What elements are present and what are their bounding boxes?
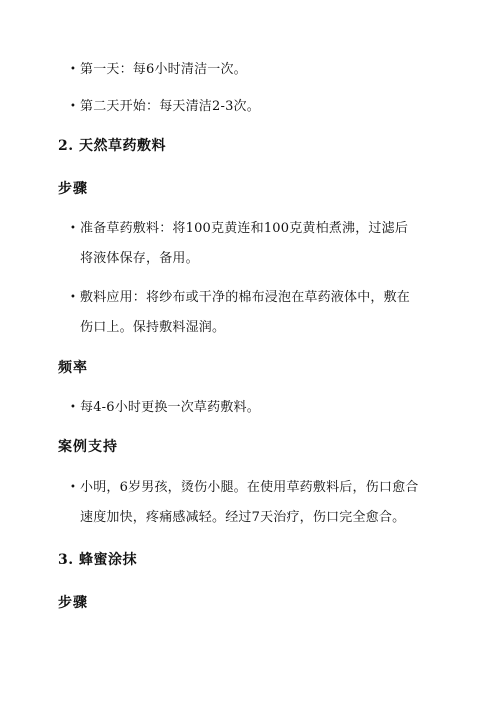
bullet-icon: • <box>70 64 77 75</box>
list-item-text: 小明，6岁男孩，烫伤小腿。在使用草药敷料后，伤口愈合速度加快，疼痛感减轻。经过7天治疗，伤口完全愈合。 <box>80 480 419 525</box>
bullet-icon: • <box>70 402 77 413</box>
list-item-text: 第二天开始：每天清洁2-3次。 <box>80 99 260 114</box>
list-item <box>70 393 420 423</box>
list-item <box>70 92 420 122</box>
list-item <box>70 214 420 274</box>
list-item <box>70 55 420 85</box>
subsection-heading: 步骤 <box>58 595 88 611</box>
section-heading: 2. 天然草药敷料 <box>58 138 166 154</box>
bullet-icon: • <box>70 101 77 112</box>
subsection-heading: 步骤 <box>58 181 88 197</box>
subsection-heading: 案例支持 <box>58 439 118 455</box>
bullet-icon: • <box>70 482 77 493</box>
list-item-text: 准备草药敷料：将100克黄连和100克黄柏煮沸，过滤后将液体保存，备用。 <box>80 221 409 266</box>
subsection-heading: 频率 <box>58 360 88 376</box>
list-item-text: 敷料应用：将纱布或干净的棉布浸泡在草药液体中，敷在伤口上。保持敷料湿润。 <box>80 290 411 335</box>
list-item <box>70 473 420 533</box>
list-item-text: 第一天：每6小时清洁一次。 <box>80 62 247 77</box>
bullet-icon: • <box>70 292 77 303</box>
bullet-icon: • <box>70 223 77 234</box>
section-heading: 3. 蜂蜜涂抹 <box>58 552 137 568</box>
list-item-text: 每4-6小时更换一次草药敷料。 <box>80 400 260 415</box>
list-item <box>70 283 420 343</box>
